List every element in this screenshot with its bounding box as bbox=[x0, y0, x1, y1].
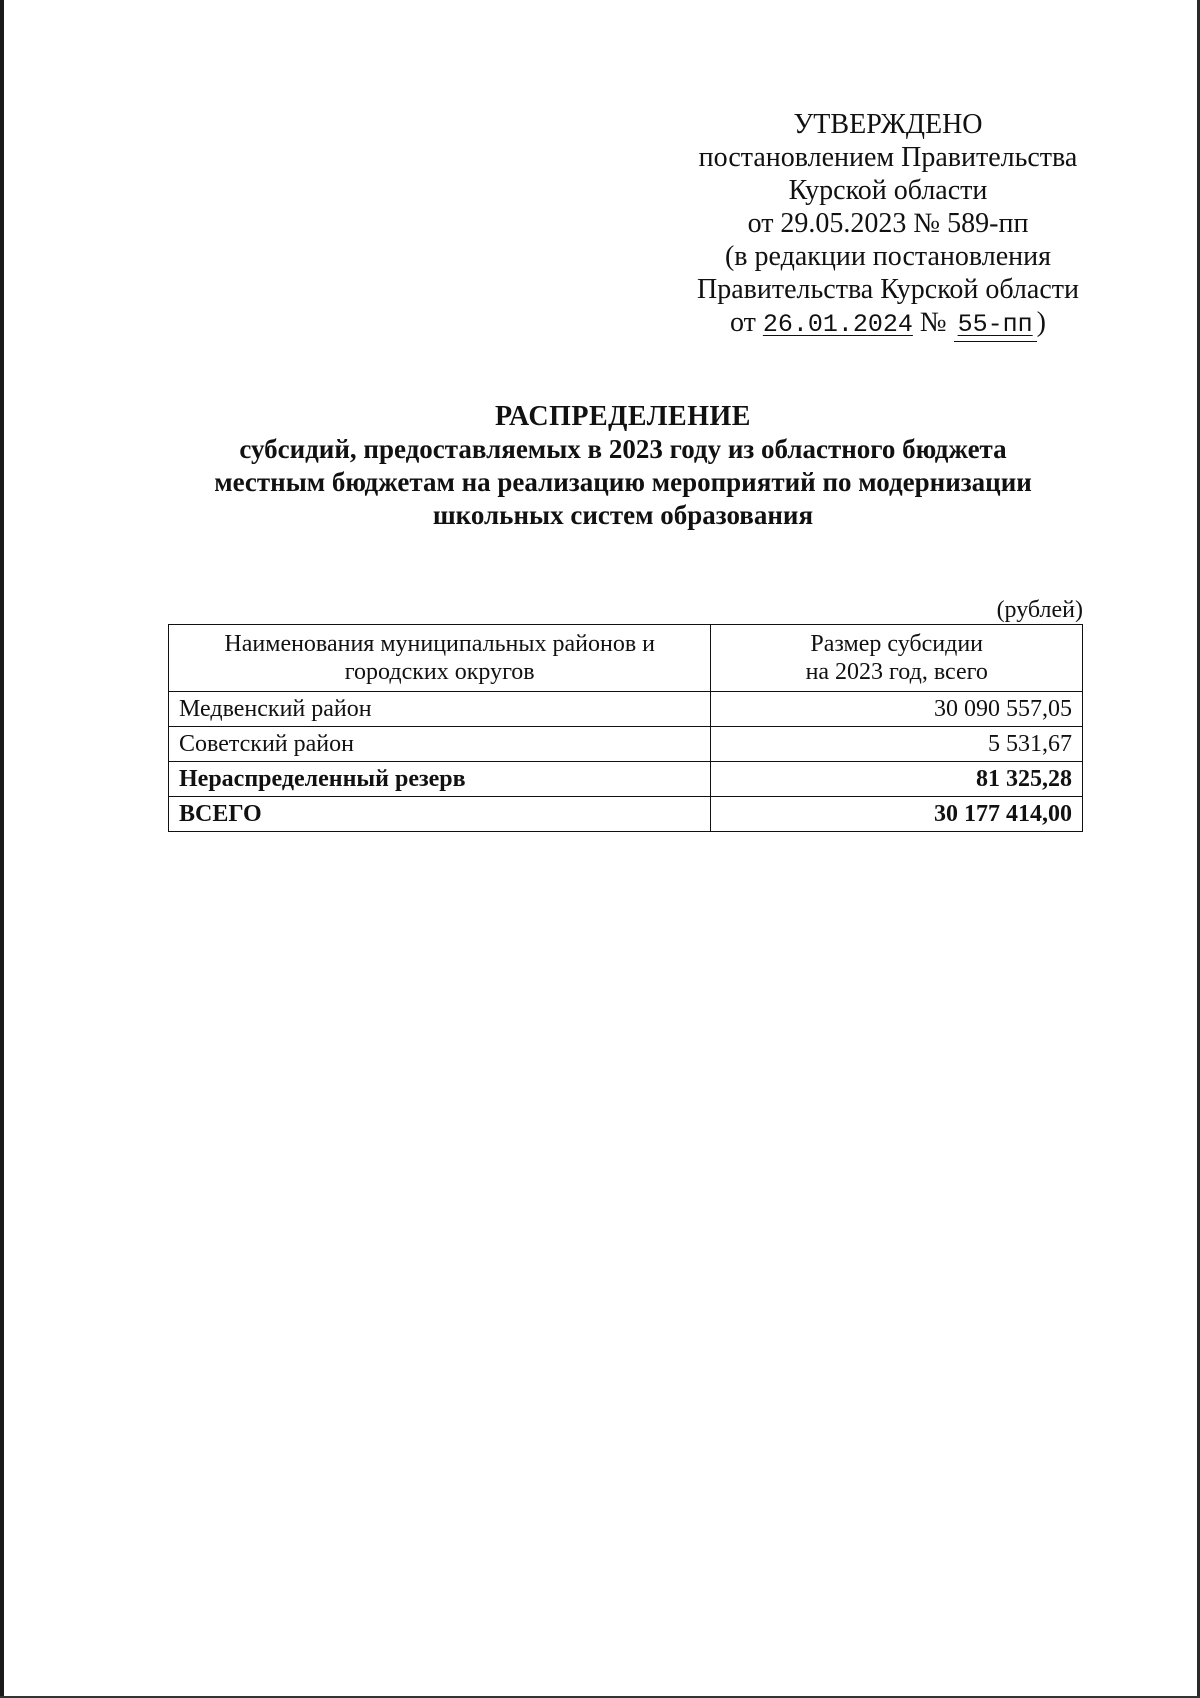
row-amount: 30 090 557,05 bbox=[711, 692, 1083, 727]
row-amount: 81 325,28 bbox=[711, 762, 1083, 797]
amendment-number: 55-пп bbox=[954, 308, 1037, 342]
scan-edge-left bbox=[0, 0, 4, 1698]
approval-line-region: Курской области bbox=[788, 175, 988, 206]
approval-line-government: Правительства Курской области bbox=[697, 274, 1079, 305]
document-title bbox=[150, 400, 1096, 532]
unit-label: (рублей) bbox=[996, 597, 1083, 623]
approval-line-original-date: от 29.05.2023 № 589-пп bbox=[747, 208, 1029, 239]
approval-line-resolution: постановлением Правительства bbox=[698, 142, 1078, 173]
amendment-number-sign: № bbox=[919, 307, 947, 338]
header-subsidy-amount: Размер субсидии на 2023 год, всего bbox=[711, 625, 1083, 692]
amendment-date: 26.01.2024 bbox=[762, 310, 913, 339]
row-name: Советский район bbox=[169, 727, 711, 762]
table-row-total bbox=[169, 797, 1083, 832]
row-name: Медвенский район bbox=[169, 692, 711, 727]
amendment-prefix: от bbox=[730, 307, 763, 338]
row-name: Нераспределенный резерв bbox=[169, 762, 711, 797]
title-line-2: местным бюджетам на реализацию мероприятий по модернизации bbox=[214, 467, 1032, 497]
table-row bbox=[169, 692, 1083, 727]
table-header-row bbox=[169, 625, 1083, 692]
row-amount: 30 177 414,00 bbox=[711, 797, 1083, 832]
title-main: РАСПРЕДЕЛЕНИЕ bbox=[495, 401, 751, 432]
header-municipality: Наименования муниципальных районов и городских округов bbox=[169, 625, 711, 692]
approval-line-amendment bbox=[660, 306, 1116, 342]
distribution-table bbox=[168, 624, 1083, 832]
approval-heading: УТВЕРЖДЕНО bbox=[793, 109, 983, 140]
table-row-reserve bbox=[169, 762, 1083, 797]
title-line-3: школьных систем образования bbox=[432, 500, 814, 530]
amendment-close: ) bbox=[1036, 307, 1046, 338]
row-amount: 5 531,67 bbox=[711, 727, 1083, 762]
approval-line-edition: (в редакции постановления bbox=[724, 241, 1052, 272]
title-line-1: субсидий, предоставляемых в 2023 году из областного бюджета bbox=[239, 434, 1007, 464]
approval-stamp bbox=[660, 108, 1116, 342]
row-name: ВСЕГО bbox=[169, 797, 711, 832]
table-row bbox=[169, 727, 1083, 762]
